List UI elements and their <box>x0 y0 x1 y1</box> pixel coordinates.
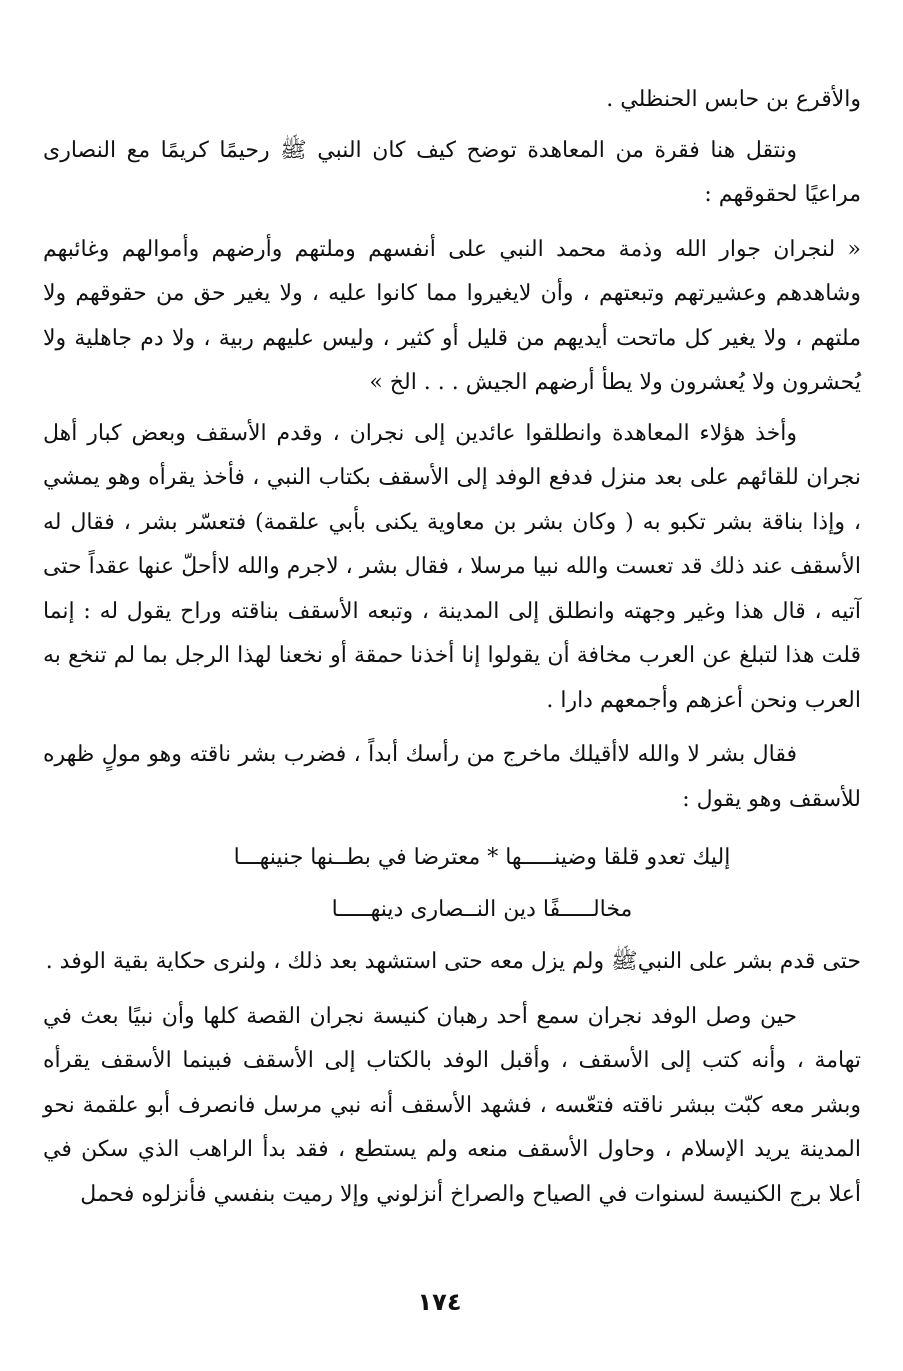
treaty-quote: « لنجران جوار الله وذمة محمد النبي على أنفسهم وملتهم وأرضهم وأموالهم وغائبهم وشاهدهم وعشيرتهم وتبعتهم ، وأن لايغيروا مما كانوا عليه ، ولا يغير حق من حقوقهم ولا ملتهم ، ولا يغير كل ماتحت أيديهم من قليل أو كثير ، وليس عليهم ربية ، ولا دم جاهلية ولا يُحشرون ولا يُعشرون ولا يطأ أرضهم الجيش . . . الخ » <box>43 236 861 395</box>
paragraph-4: فقال بشر لا والله لاأقيلك ماخرج من رأسك أبداً ، فضرب بشر ناقته وهو مولٍ ظهره للأسقف وهو يقول : <box>43 742 861 812</box>
paragraph-6: حين وصل الوفد نجران سمع أحد رهبان كنيسة نجران القصة كلها وأن نبيًا بعث في تهامة ، وأنه كتب إلى الأسقف ، وأقبل الوفد بالكتاب إلى الأسقف فبينما الأسقف يقرأه وبشر معه كبّت ببشر ناقته فتعّسه ، فشهد الأسقف أنه نبي مرسل فانصرف أبو علقمة نحو المدينة يريد الإسلام ، وحاول الأسقف منعه ولم يستطع ، فقد بدأ الراهب الذي سكن في أعلا برج الكنيسة لسنوات في الصياح والصراخ أنزلوني وإلا رميت بنفسي فأنزلوه فحمل <box>43 1003 861 1207</box>
poem-line-1: إليك تعدو قلقا وضينـــــها * معترضا في بطــنها جنينهـــا <box>233 845 731 870</box>
page-number: ١٧٤ <box>417 1288 462 1316</box>
paragraph-1: والأقرع بن حابس الحنظلي . <box>606 87 861 112</box>
main-text <box>43 78 861 1227</box>
poem-line-2: مخالـــــفًا دين النــصارى دينهـــــا <box>331 897 633 922</box>
paragraph-5: حتى قدم بشر على النبيﷺ ولم يزل معه حتى استشهد بعد ذلك ، ولنرى حكاية بقية الوفد . <box>45 949 861 974</box>
poem <box>43 832 861 936</box>
paragraph-3: وأخذ هؤلاء المعاهدة وانطلقوا عائدين إلى نجران ، وقدم الأسقف وبعض كبار أهل نجران للقائهم على بعد منزل فدفع الوفد إلى الأسقف بكتاب النبي ، فأخذ يقرأه وهو يمشي ، وإذا بناقة بشر تكبو به ( وكان بشر بن معاوية يكنى بأبي علقمة) فتعسّر بشر ، فقال له الأسقف عند ذلك قد تعست والله نبيا مرسلا ، فقال بشر ، لاجرم والله لاأحلّ عنها عقداً حتى آتيه ، قال هذا وغير وجهته وانطلق إلى المدينة ، وتبعه الأسقف بناقته وراح يقول له : إنما قلت هذا لتبلغ عن العرب مخافة أن يقولوا إنا أخذنا حمقة أو نخعنا لهذا الرجل بما لم تنخع به العرب ونحن أعزهم وأجمعهم دارا . <box>43 420 861 713</box>
paragraph-2: ونتقل هنا فقرة من المعاهدة توضح كيف كان النبي ﷺ رحيمًا كريمًا مع النصارى مراعيًا لحقوقهم : <box>43 137 861 207</box>
